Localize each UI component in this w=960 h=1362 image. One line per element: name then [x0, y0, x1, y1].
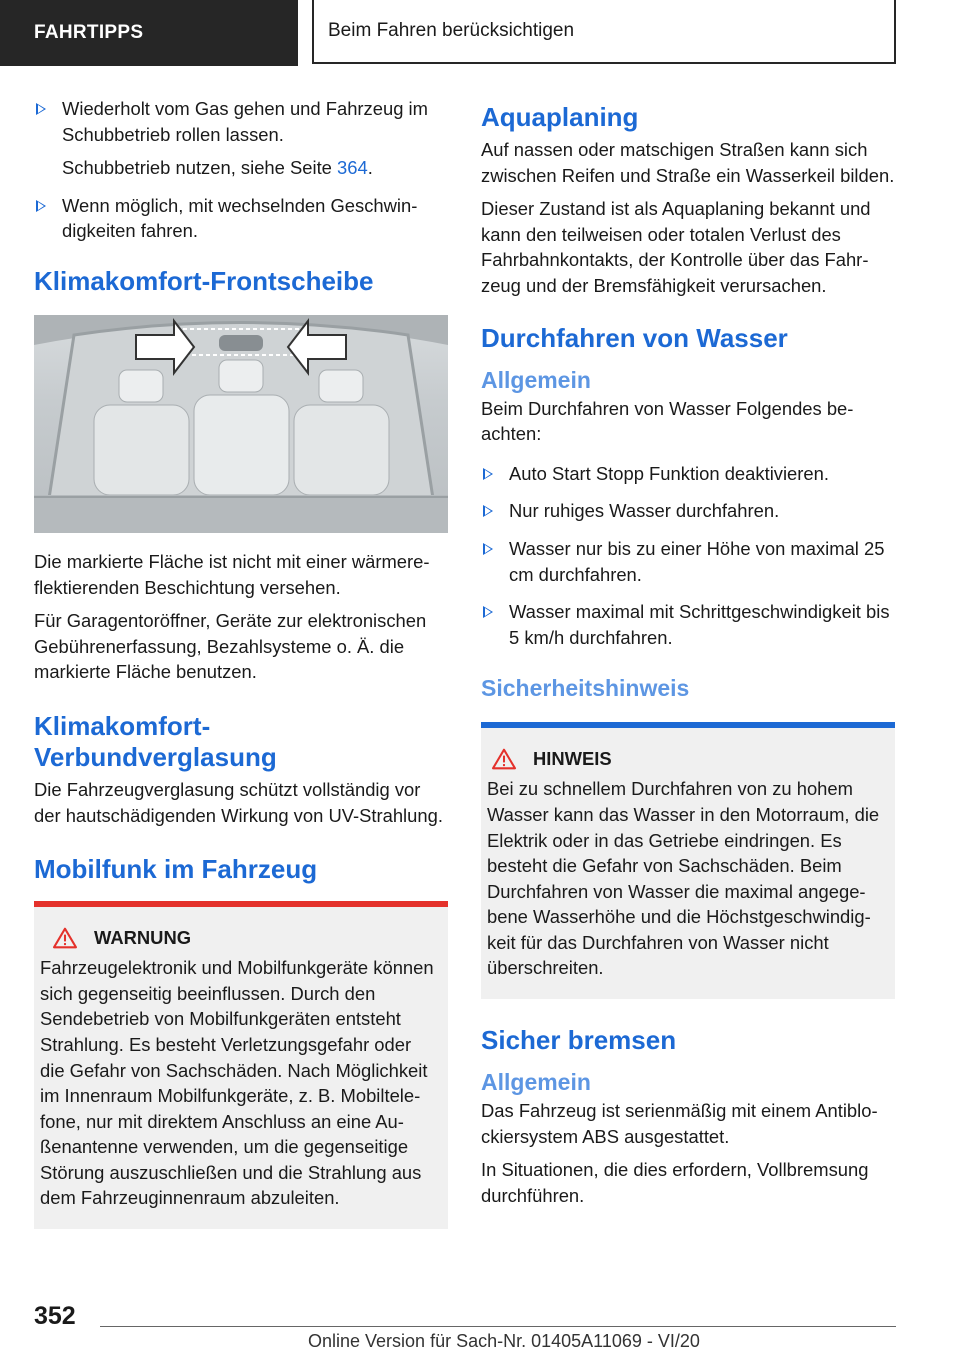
subheading-allgemein: Allgemein	[481, 366, 591, 393]
heading-mobilfunk: Mobilfunk im Fahrzeug	[34, 854, 318, 885]
paragraph: Die markierte Fläche ist nicht mit einer wärmereflektierenden Beschichtung versehen.	[34, 550, 430, 598]
page-link[interactable]: 364	[337, 157, 368, 179]
paragraph: In Situationen, die dies erfordern, Vollbremsung durchführen.	[481, 1159, 869, 1206]
warning-triangle-icon	[50, 927, 80, 949]
bullet-triangle-icon	[483, 505, 493, 517]
bullet-triangle-icon	[36, 103, 46, 115]
list-item: Wenn möglich, mit wechselnden Geschwindigkeiten fahren.	[34, 193, 448, 244]
notice-bar	[481, 722, 895, 728]
left-column	[34, 96, 448, 1229]
subheading-sicherheitshinweis: Sicherheitshinweis	[481, 675, 690, 702]
bullet-triangle-icon	[36, 200, 46, 212]
warning-title: WARNUNG	[40, 927, 440, 949]
notice-box	[481, 722, 895, 999]
paragraph: Auf nassen oder matschigen Straßen kann sich zwischen Reifen und Straße ein Wasserkeil bilden.	[481, 139, 895, 186]
cross-reference: Schubbetrieb nutzen, siehe Seite 364.	[62, 157, 373, 179]
car-interior-illustration	[34, 315, 448, 533]
section-tab: FAHRTIPPS	[0, 0, 298, 66]
warning-bar	[34, 901, 448, 907]
paragraph: Dieser Zustand ist als Aquaplaning bekannt und kann den teilweisen oder totalen Verlust des Fahrbahnkontakts, der Kontrolle über das Fahrzeug und der Bremsfähigkeit verursachen.	[481, 198, 871, 296]
list-item: Wiederholt vom Gas gehen und Fahrzeug im Schubbetrieb rollen lassen. Schubbetrieb nutzen, siehe Seite 364.	[34, 96, 448, 181]
windshield-photo	[34, 315, 448, 533]
page-number: 352	[34, 1302, 76, 1330]
heading-klimakomfort-frontscheibe: Klimakomfort-Frontscheibe	[34, 265, 374, 296]
bullet-triangle-icon	[483, 606, 493, 618]
notice-text: Bei zu schnellem Durchfahren von zu hohem Wasser kann das Wasser in den Motorraum, die Elektrik oder in das Getriebe eindringen. Es besteht die Gefahr von Sachschäden. Beim Durchfahren von Wasser die maximal angegebene Wasserhöhe und die Höchstgeschwindigkeit für das Durchfahren von Wasser nicht überschreiten.	[487, 778, 880, 979]
list-item: Wasser maximal mit Schrittgeschwindigkeit bis 5 km/h durchfahren.	[481, 599, 895, 650]
paragraph: Die Fahrzeugverglasung schützt vollständig vor der hautschädigenden Wirkung von UV-Strahlung.	[34, 778, 443, 826]
heading-klimakomfort-verbundverglasung: Klimakomfort-Verbundverglasung	[34, 710, 277, 772]
chapter-title: Beim Fahren berücksichtigen	[312, 0, 896, 64]
heading-sicher-bremsen: Sicher bremsen	[481, 1025, 677, 1056]
heading-aquaplaning: Aquaplaning	[481, 102, 639, 132]
warning-triangle-icon	[489, 748, 519, 770]
subheading-allgemein: Allgemein	[481, 1069, 591, 1096]
heading-durchfahren-wasser: Durchfahren von Wasser	[481, 322, 788, 353]
bullet-triangle-icon	[483, 468, 493, 480]
warning-box	[34, 901, 448, 1229]
list-item: Auto Start Stopp Funktion deaktivieren.	[481, 461, 895, 487]
paragraph: Das Fahrzeug ist serienmäßig mit einem Antiblockiersystem ABS ausgestattet.	[481, 1100, 878, 1147]
paragraph: Beim Durchfahren von Wasser Folgendes beachten:	[481, 397, 854, 445]
list-item: Nur ruhiges Wasser durchfahren.	[481, 498, 895, 524]
notice-title: HINWEIS	[487, 748, 887, 770]
footer-divider	[100, 1326, 896, 1327]
paragraph: Für Garagentoröffner, Geräte zur elektronischen Gebührenerfassung, Bezahlsysteme o. Ä. die markierte Fläche benutzen.	[34, 610, 427, 683]
right-column	[481, 102, 895, 1216]
warning-text: Fahrzeugelektronik und Mobilfunkgeräte können sich gegenseitig beeinflussen. Durch den Sendebetrieb von Mobilfunkgeräten entsteht Strahlung. Es besteht Verletzungsgefahr oder die Gefahr von Sachschäden. Nach Möglichkeit im Innenraum Mobilfunkgeräte, z. B. Mobiltelefone, nur mit direktem Anschluss an eine Außenantenne verwenden, um die gegenseitige Störung auszuschließen und die Strahlung aus dem Fahrzeuginnenraum abzuleiten.	[40, 957, 434, 1209]
bullet-triangle-icon	[483, 543, 493, 555]
page-header	[0, 0, 960, 66]
list-item: Wasser nur bis zu einer Höhe von maximal 25 cm durchfahren.	[481, 536, 895, 587]
footer-version: Online Version für Sach-Nr. 01405A11069 - VI/20	[308, 1331, 700, 1351]
